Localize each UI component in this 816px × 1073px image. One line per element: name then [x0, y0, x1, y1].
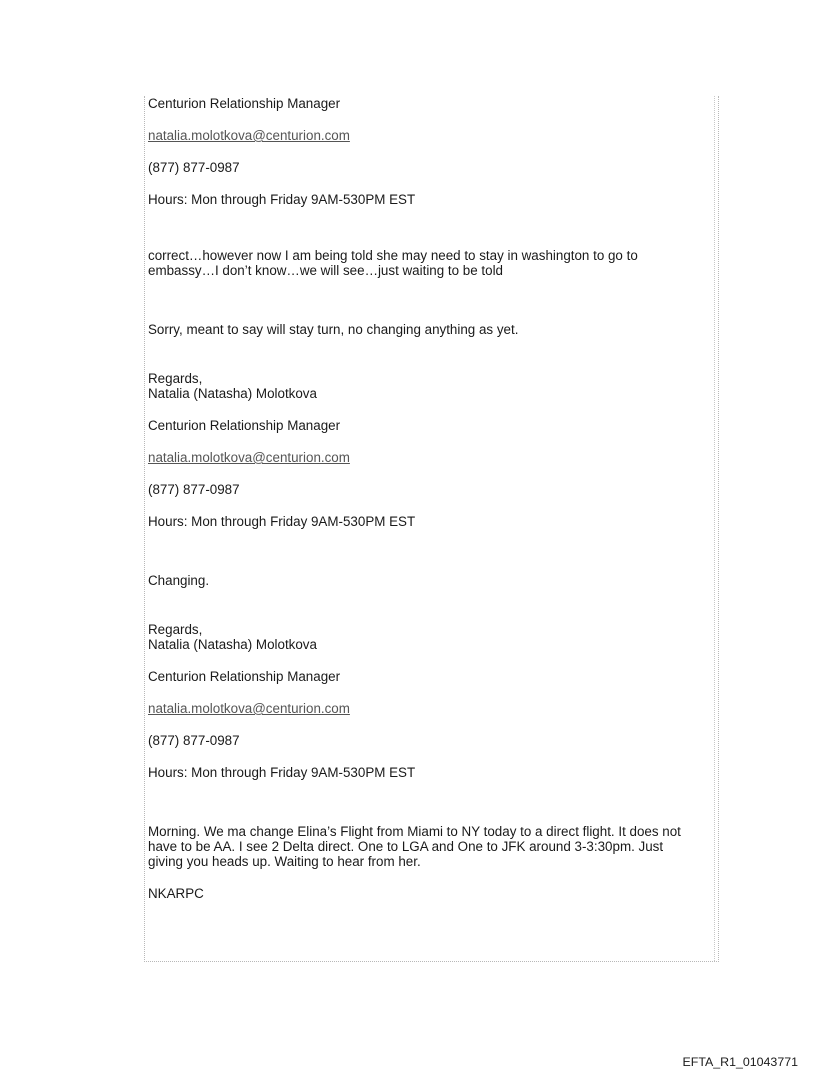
email-thread-content — [148, 96, 716, 901]
message-body: Sorry, meant to say will stay turn, no changing anything as yet. — [148, 322, 519, 337]
signature-email-link[interactable]: natalia.molotkova@centurion.com — [148, 450, 350, 465]
signature-job-title: Centurion Relationship Manager — [148, 418, 341, 433]
signature-hours: Hours: Mon through Friday 9AM-530PM EST — [148, 765, 416, 780]
document-id-stamp: EFTA_R1_01043771 — [682, 1055, 798, 1069]
signature-job-title: Centurion Relationship Manager — [148, 96, 341, 111]
message-body: Changing. — [148, 573, 210, 588]
signature-phone: (877) 877-0987 — [148, 160, 240, 175]
signature-email-link[interactable]: natalia.molotkova@centurion.com — [148, 701, 350, 716]
message-sender-initials: NKARPC — [148, 886, 204, 901]
signature-phone: (877) 877-0987 — [148, 733, 240, 748]
signature-job-title: Centurion Relationship Manager — [148, 669, 341, 684]
signature-email-link[interactable]: natalia.molotkova@centurion.com — [148, 128, 350, 143]
signature-hours: Hours: Mon through Friday 9AM-530PM EST — [148, 192, 416, 207]
message-body: Morning. We ma change Elina’s Flight from Miami to NY today to a direct flight. It does not have to be AA. I see 2 Delta direct. One to LGA and One to JFK around 3-3:30pm. Just giving you heads up. Waiting to hear from her. — [148, 824, 681, 869]
signature-phone: (877) 877-0987 — [148, 482, 240, 497]
signature-regards: Regards, Natalia (Natasha) Molotkova — [148, 371, 317, 401]
signature-hours: Hours: Mon through Friday 9AM-530PM EST — [148, 514, 416, 529]
message-body: correct…however now I am being told she may need to stay in washington to go to embassy…I don’t know…we will see…just waiting to be told — [148, 248, 638, 278]
signature-regards: Regards, Natalia (Natasha) Molotkova — [148, 622, 317, 652]
